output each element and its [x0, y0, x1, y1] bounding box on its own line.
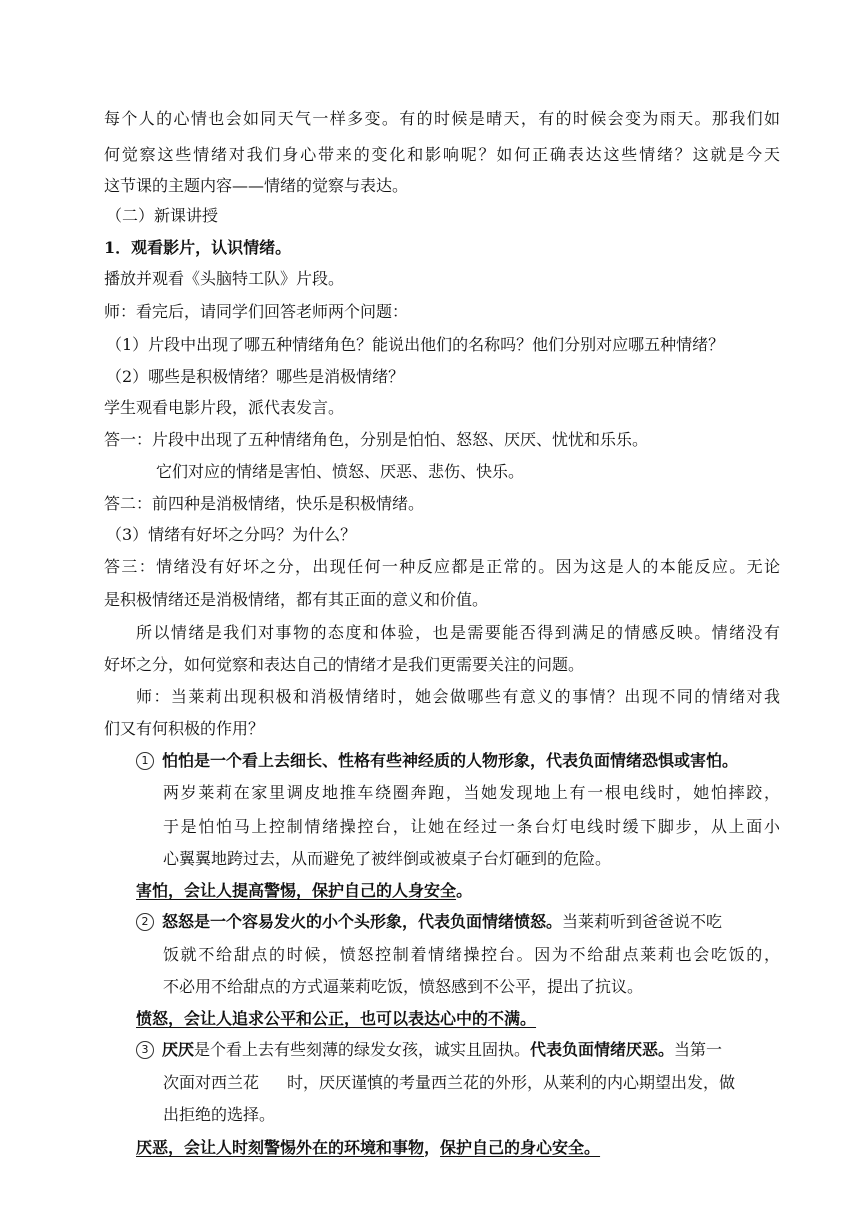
- play-instruction: 播放并观看《头脑特工队》片段。: [104, 269, 345, 288]
- answer-3-line-2: 是积极情绪还是消极情绪，都有其正面的意义和价值。: [104, 590, 489, 609]
- item-3-heading: [136, 1035, 780, 1065]
- item-2-rest: 当莱莉听到爸爸说不吃: [562, 912, 723, 931]
- sub-heading: 1．观看影片，认识情绪。: [104, 238, 292, 257]
- item-3-bold-2: 代表负面情绪厌恶。: [530, 1040, 675, 1059]
- circled-number-1: 1: [136, 752, 154, 770]
- summary-1-keyword-2: 自己的人身安全: [344, 881, 457, 900]
- intro-line-1: 每个人的心情也会如同天气一样多变。有的时候是晴天，有的时候会变为雨天。那我们如: [104, 109, 780, 128]
- summary-2: [136, 1004, 780, 1034]
- intro-line-3: 这节课的主题内容——情绪的觉察与表达。: [104, 176, 409, 195]
- teacher-question-line-1: 师：当莱莉出现积极和消极情绪时，她会做哪些有意义的事情？出现不同的情绪对我: [136, 687, 780, 706]
- summary-1-part-c: ，保护: [296, 881, 345, 900]
- teacher-prompt: 师：看完后，请同学们回答老师两个问题：: [104, 302, 409, 321]
- summary-3-comma: ，: [424, 1138, 441, 1157]
- question-2: （2）哪些是积极情绪？哪些是消极情绪？: [106, 367, 405, 386]
- summary-3: [136, 1133, 780, 1163]
- item-1-line-2: 两岁莱莉在家里调皮地推车绕圈奔跑，当她发现地上有一根电线时，她怕摔跤，: [163, 783, 780, 802]
- question-3: （3）情绪有好坏之分吗？为什么？: [106, 525, 357, 544]
- circled-number-3: 3: [136, 1041, 154, 1059]
- item-3-line-2-a: 次面对西兰花: [163, 1073, 260, 1092]
- summary-2-part-a: 愤怒，会让人追求: [136, 1009, 265, 1028]
- item-3-line-3: 出拒绝的选择。: [163, 1105, 276, 1124]
- item-1-line-3: 于是怕怕马上控制情绪操控台，让她在经过一条台灯电线时缓下脚步，从上面小: [163, 817, 780, 836]
- paragraph-line-1: 所以情绪是我们对事物的态度和体验，也是需要能否得到满足的情感反映。情绪没有: [136, 623, 780, 642]
- summary-3-part-a: 厌恶，会让人: [136, 1138, 233, 1157]
- answer-1-line-1: 答一：片段中出现了五种情绪角色，分别是怕怕、怒怒、厌厌、忧忧和乐乐。: [104, 430, 649, 449]
- question-1: （1）片段中出现了哪五种情绪角色？能说出他们的名称吗？他们分别对应哪五种情绪？: [106, 335, 725, 354]
- item-3-line-2: [163, 1068, 780, 1098]
- item-2-line-3: 不必用不给甜点的方式逼莱莉吃饭，愤怒感到不公平，提出了抗议。: [163, 977, 644, 996]
- summary-1-end: 。: [456, 881, 473, 900]
- paragraph-line-2: 好坏之分，如何觉察和表达自己的情绪才是我们更需要关注的问题。: [104, 655, 585, 674]
- summary-1: [136, 876, 780, 906]
- item-1-heading: [136, 746, 780, 776]
- summary-2-keyword: 公平和公正: [264, 1009, 345, 1028]
- summary-1-keyword-1: 提高警惕: [232, 881, 297, 900]
- circled-number-2: 2: [136, 913, 154, 931]
- student-action: 学生观看电影片段，派代表发言。: [104, 398, 345, 417]
- answer-2: 答二：前四种是消极情绪，快乐是积极情绪。: [104, 494, 425, 513]
- section-heading: （二）新课讲授: [106, 206, 219, 225]
- item-3-mid: 是个看上去有些刻薄的绿发女孩，诚实且固执。: [194, 1040, 531, 1059]
- answer-1-line-2: 它们对应的情绪是害怕、愤怒、厌恶、悲伤、快乐。: [156, 462, 525, 481]
- answer-3-line-1: 答三：情绪没有好坏之分，出现任何一种反应都是正常的。因为这是人的本能反应。无论: [104, 557, 780, 576]
- item-1-bold-text: 怕怕是一个看上去细长、性格有些神经质的人物形象，代表负面情绪恐惧或害怕。: [162, 751, 739, 770]
- summary-3-keyword-1: 时刻警惕外在的环境和事物: [232, 1138, 425, 1157]
- item-3-line-2-b: 时，厌厌谨慎的考量西兰花的外形，从莱利的内心期望出发，做: [287, 1073, 736, 1092]
- item-3-bold-start: 厌厌: [162, 1040, 195, 1059]
- item-2-heading: [136, 907, 780, 937]
- item-1-line-4: 心翼翼地跨过去，从而避免了被绊倒或被桌子台灯砸到的危险。: [163, 849, 612, 868]
- summary-1-part-a: 害怕，会让人: [136, 881, 233, 900]
- item-3-rest: 当第一: [674, 1040, 723, 1059]
- summary-2-part-c: ，也可以表达心中的不满。: [344, 1009, 537, 1028]
- summary-3-keyword-2: 保护自己的身心安全。: [440, 1138, 601, 1157]
- teacher-question-line-2: 们又有何积极的作用？: [104, 719, 265, 738]
- item-2-line-2: 饭就不给甜点的时候，愤怒控制着情绪操控台。因为不给甜点莱莉也会吃饭的，: [163, 945, 780, 964]
- item-2-bold-text: 怒怒是一个容易发火的小个头形象，代表负面情绪愤怒。: [162, 912, 563, 931]
- intro-line-2: 何觉察这些情绪对我们身心带来的变化和影响呢？如何正确表达这些情绪？这就是今天: [104, 145, 780, 164]
